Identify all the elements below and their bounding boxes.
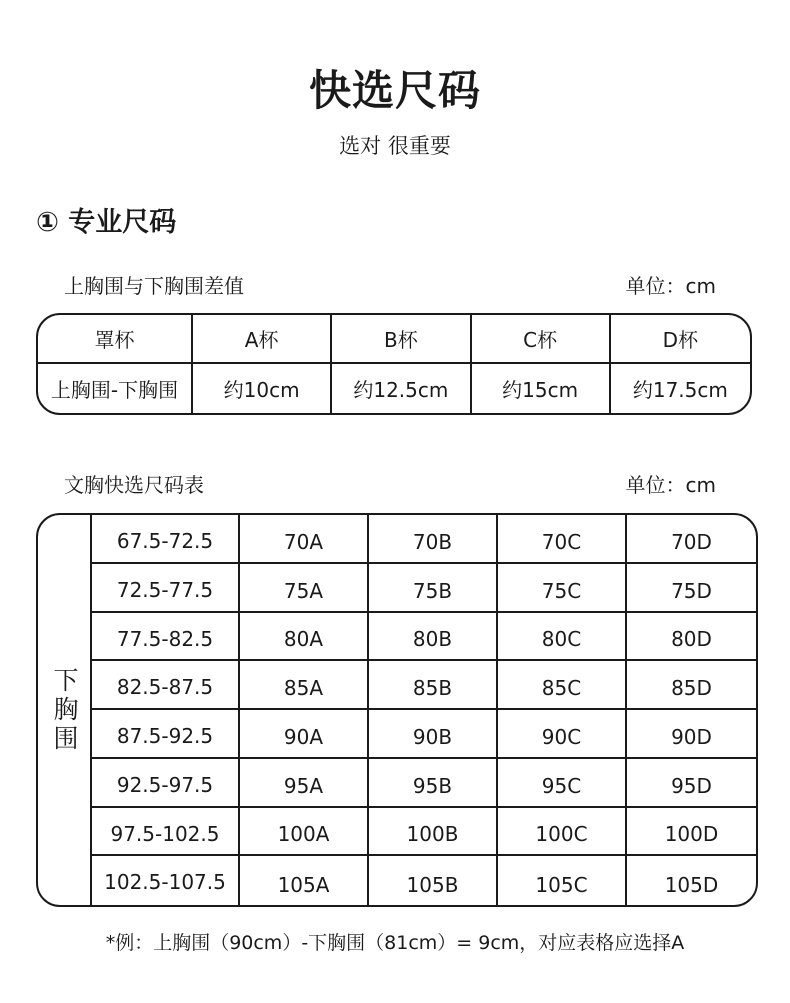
table1-header-cell: B杯: [332, 315, 471, 364]
underbust-range-cell: 102.5-107.5: [92, 856, 240, 905]
size-cell: 105D: [664, 873, 719, 897]
table1-header-cell: A杯: [193, 315, 332, 364]
underbust-range-cell: 87.5-92.5: [92, 710, 240, 759]
table1-header-cell: D杯: [611, 315, 750, 364]
underbust-range-cell: 67.5-72.5: [92, 515, 240, 564]
size-cell: 75B: [369, 564, 498, 613]
size-cell: 85B: [369, 661, 498, 710]
table1-unit: 单位：cm: [625, 274, 716, 298]
size-cell: 70B: [369, 515, 498, 564]
size-cell: 105B: [369, 856, 498, 905]
table1-value-cell: 约10cm: [193, 364, 332, 413]
size-cell: 85C: [498, 661, 627, 710]
size-cell: 75C: [498, 564, 627, 613]
size-cell: 105A: [240, 856, 369, 905]
size-cell: 95B: [369, 759, 498, 808]
size-cell: 70D: [627, 515, 756, 564]
size-cell: 75A: [240, 564, 369, 613]
table1-row-label: 上胸围-下胸围: [38, 364, 193, 413]
size-cell: 80D: [627, 613, 756, 662]
size-cell: 105C: [498, 856, 627, 905]
size-cell: 90D: [627, 710, 756, 759]
size-cell: 100A: [240, 808, 369, 857]
size-cell: 95D: [627, 759, 756, 808]
table1-value-cell: 约17.5cm: [632, 378, 728, 402]
page-title: 快选尺码: [308, 66, 481, 115]
size-cell: 100D: [627, 808, 756, 857]
size-cell: 70A: [240, 515, 369, 564]
table1-value-cell: 约12.5cm: [332, 364, 471, 413]
cup-difference-table: [36, 313, 752, 415]
table1-label: 上胸围与下胸围差值: [64, 274, 244, 298]
table1-value-cell: 约15cm: [472, 364, 611, 413]
underbust-range-cell: 82.5-87.5: [92, 661, 240, 710]
size-cell: 95C: [498, 759, 627, 808]
underbust-range-cell: 72.5-77.5: [92, 564, 240, 613]
bra-size-table: [36, 513, 758, 907]
footnote: *例：上胸围（90cm）-下胸围（81cm）= 9cm，对应表格应选择A: [105, 932, 685, 954]
section-heading: ① 专业尺码: [36, 207, 177, 238]
table1-header-cell: 罩杯: [38, 315, 193, 364]
table2-label: 文胸快选尺码表: [64, 473, 204, 497]
size-cell: 95A: [240, 759, 369, 808]
size-cell: 70C: [498, 515, 627, 564]
size-cell: 90A: [240, 710, 369, 759]
size-cell: 80C: [498, 613, 627, 662]
page-subtitle: 选对 很重要: [339, 134, 451, 158]
size-cell: 85D: [627, 661, 756, 710]
size-cell: 100B: [369, 808, 498, 857]
size-cell: 90C: [498, 710, 627, 759]
table1-header-cell: C杯: [472, 315, 611, 364]
underbust-range-cell: 97.5-102.5: [92, 808, 240, 857]
size-cell: 80A: [240, 613, 369, 662]
size-cell: 85A: [240, 661, 369, 710]
underbust-range-cell: 77.5-82.5: [92, 613, 240, 662]
size-cell: 75D: [627, 564, 756, 613]
table2-unit: 单位：cm: [625, 473, 716, 497]
underbust-side-label: 下胸围: [50, 666, 79, 754]
underbust-range-cell: 92.5-97.5: [92, 759, 240, 808]
underbust-side-header: [38, 515, 92, 905]
size-cell: 100C: [498, 808, 627, 857]
size-cell: 80B: [369, 613, 498, 662]
size-cell: 90B: [369, 710, 498, 759]
